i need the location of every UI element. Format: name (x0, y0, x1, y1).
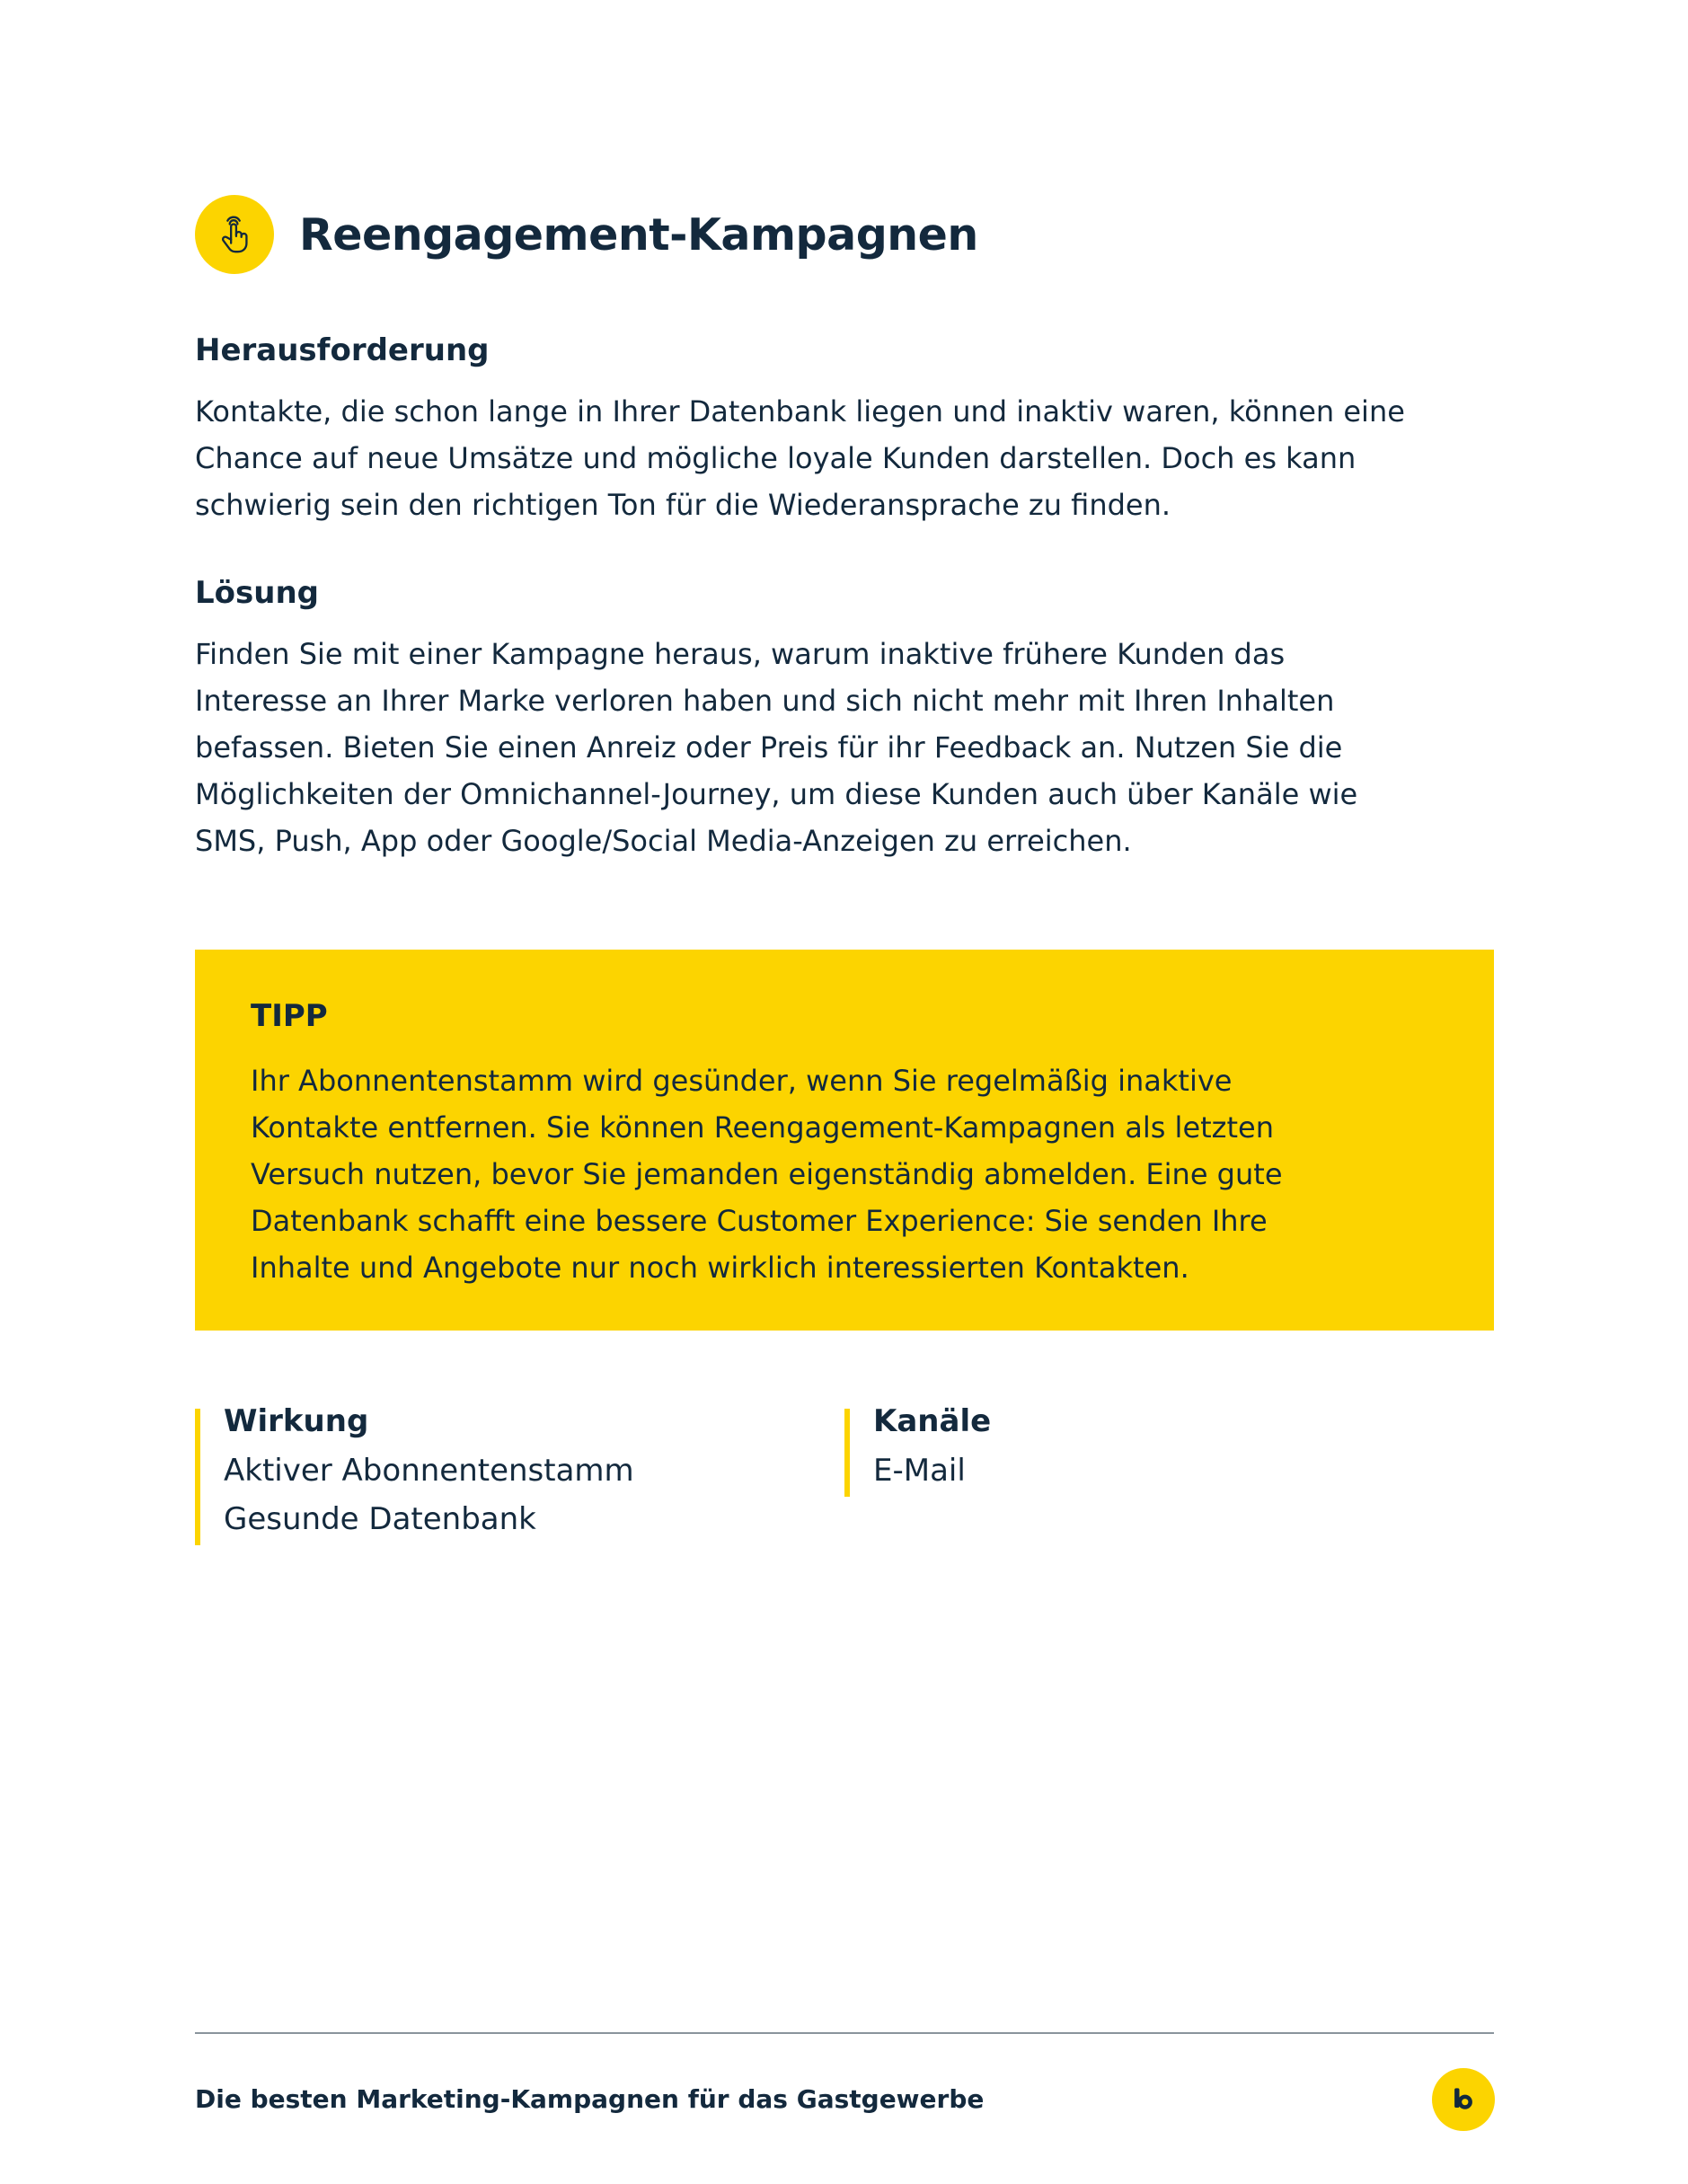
challenge-line: Kontakte, die schon lange in Ihrer Datenbank liegen und inaktiv waren, können eine (195, 394, 1405, 429)
footer-divider (195, 2032, 1494, 2034)
brand-logo-glyph (1447, 2083, 1480, 2116)
solution-line: SMS, Push, App oder Google/Social Media-Anzeigen zu erreichen. (195, 824, 1132, 858)
challenge-heading: Herausforderung (195, 332, 490, 368)
title-row (195, 195, 978, 274)
tap-finger-icon (195, 195, 274, 274)
tip-box (195, 950, 1494, 1331)
solution-text (195, 631, 1525, 864)
solution-line: Interesse an Ihrer Marke verloren haben und sich nicht mehr mit Ihren Inhalten (195, 684, 1335, 718)
channels-column (844, 1403, 992, 1497)
challenge-line: schwierig sein den richtigen Ton für die Wiederansprache zu finden. (195, 488, 1171, 522)
solution-line: Möglichkeiten der Omnichannel-Journey, um diese Kunden auch über Kanäle wie (195, 777, 1358, 811)
solution-line: Finden Sie mit einer Kampagne heraus, warum inaktive frühere Kunden das (195, 637, 1286, 671)
page-title: Reengagement-Kampagnen (299, 208, 978, 261)
tip-line: Kontakte entfernen. Sie können Reengagement-Kampagnen als letzten (251, 1110, 1274, 1145)
channels-list (873, 1446, 991, 1495)
solution-heading: Lösung (195, 575, 320, 611)
tip-text (251, 1057, 1454, 1291)
channels-heading: Kanäle (873, 1403, 992, 1439)
channel-item: E-Mail (873, 1453, 966, 1489)
tip-line: Versuch nutzen, bevor Sie jemanden eigenständig abmelden. Eine gute (251, 1157, 1283, 1191)
impact-item: Aktiver Abonnentenstamm (224, 1453, 634, 1489)
solution-line: befassen. Bieten Sie einen Anreiz oder Preis für ihr Feedback an. Nutzen Sie die (195, 730, 1343, 765)
tip-label: TIPP (251, 998, 328, 1034)
tip-line: Inhalte und Angebote nur noch wirklich interessierten Kontakten. (251, 1251, 1189, 1285)
brand-logo-icon (1432, 2068, 1495, 2131)
footer-title: Die besten Marketing-Kampagnen für das Gastgewerbe (195, 2084, 985, 2114)
challenge-text (195, 388, 1525, 528)
tip-line: Datenbank schafft eine bessere Customer Experience: Sie senden Ihre (251, 1204, 1268, 1238)
tip-line: Ihr Abonnentenstamm wird gesünder, wenn Sie regelmäßig inaktive (251, 1064, 1233, 1098)
impact-heading: Wirkung (224, 1403, 369, 1439)
impact-list (224, 1446, 634, 1543)
impact-column (195, 1403, 634, 1545)
challenge-line: Chance auf neue Umsätze und mögliche loyale Kunden darstellen. Doch es kann (195, 441, 1357, 475)
impact-item: Gesunde Datenbank (224, 1501, 536, 1537)
